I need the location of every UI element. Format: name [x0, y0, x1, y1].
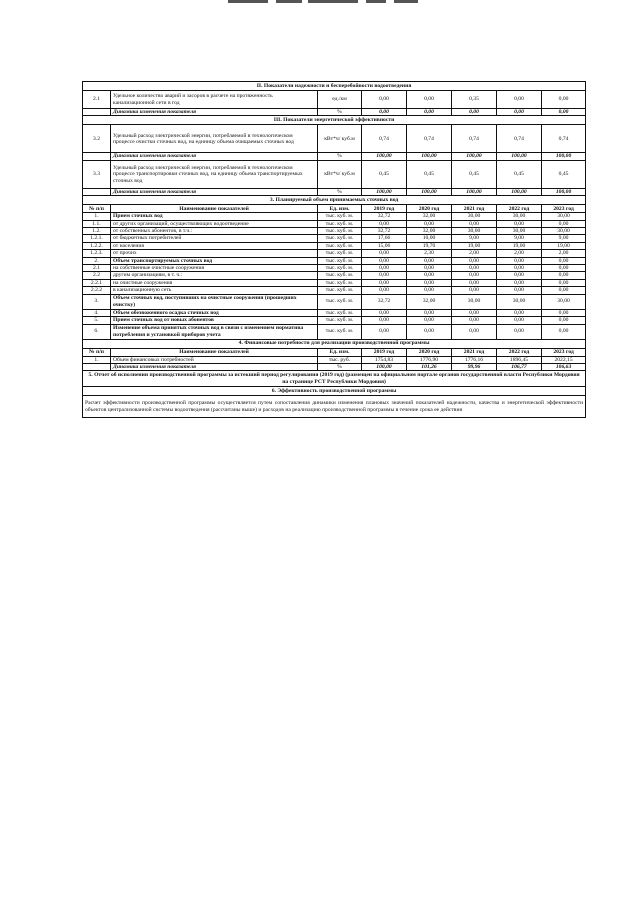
row-value: 0,00	[362, 279, 407, 286]
table-row	[83, 250, 586, 257]
row-value: 100,00	[407, 153, 452, 160]
table-row	[83, 242, 586, 249]
table-row	[83, 356, 586, 363]
row-value: 0,00	[497, 109, 542, 116]
row-number	[83, 188, 111, 195]
row-name: Удельный расход электрической энергии, потребляемой в технологическом процессе очистки сточных вод, на единицу объема очищаемых сточных вод	[111, 125, 318, 153]
header-row	[83, 348, 586, 356]
row-name: в канализационную сеть	[111, 287, 318, 294]
row-number: 6.	[83, 324, 111, 339]
row-value: 0,45	[542, 160, 586, 188]
row-name: Объем транспортируемых сточных вод	[111, 257, 318, 264]
row-name: другим организациям, в т. ч.:	[111, 272, 318, 279]
row-value: 0,00	[452, 324, 497, 339]
row-name: Прием сточных вод	[111, 213, 318, 220]
section-reliability-title: II. Показатели надежности и бесперебойности водоотведения	[83, 82, 586, 91]
column-header: № п/п	[83, 205, 111, 213]
table-row	[83, 153, 586, 160]
column-header: 2022 год	[497, 205, 542, 213]
row-number: 1.2.3.	[83, 250, 111, 257]
row-value: 100,00	[362, 153, 407, 160]
row-name: Прием сточных вод от новых абонентов	[111, 317, 318, 324]
row-value: 0,00	[542, 265, 586, 272]
table-row	[83, 160, 586, 188]
row-value: 106,77	[497, 363, 542, 370]
row-value: 0,00	[497, 257, 542, 264]
table-row	[83, 309, 586, 316]
row-value: 0,00	[497, 265, 542, 272]
table-row	[83, 287, 586, 294]
row-value: 0,00	[542, 91, 586, 109]
row-value: 0,00	[542, 220, 586, 227]
row-number: 3.3	[83, 160, 111, 188]
column-header: 2019 год	[362, 348, 407, 356]
column-header: № п/п	[83, 348, 111, 356]
row-value: 15,06	[362, 242, 407, 249]
row-unit: тыс. куб. м.	[318, 265, 362, 272]
row-number: 4.	[83, 309, 111, 316]
table-row	[83, 213, 586, 220]
row-name: Удельный расход электрической энергии, потребляемой в технологическом процессе транспортировки сточных вод, на единицу объема транспортируемых сточных вод	[111, 160, 318, 188]
row-unit: тыс. куб. м.	[318, 213, 362, 220]
column-header: 2020 год	[407, 205, 452, 213]
row-value: 30,00	[497, 228, 542, 235]
row-value: 0,00	[497, 309, 542, 316]
row-value: 32,72	[362, 228, 407, 235]
table-row	[83, 265, 586, 272]
row-name: Динамика изменения показателя	[111, 109, 318, 116]
section-energy	[83, 116, 586, 125]
row-name: от бюджетных потребителей	[111, 235, 318, 242]
row-unit: тыс. куб. м.	[318, 287, 362, 294]
table-row	[83, 317, 586, 324]
row-value: 30,00	[542, 213, 586, 220]
row-value: 0,00	[407, 265, 452, 272]
row-value: 2,00	[452, 250, 497, 257]
row-unit: тыс. куб. м.	[318, 242, 362, 249]
row-value: 32,72	[362, 294, 407, 309]
table-row	[83, 228, 586, 235]
row-value: 106,63	[542, 363, 586, 370]
row-value: 30,00	[452, 228, 497, 235]
row-value: 0,74	[362, 125, 407, 153]
row-unit: %	[318, 153, 362, 160]
row-value: 0,00	[452, 109, 497, 116]
report-row	[83, 371, 586, 387]
row-value: 0,00	[407, 272, 452, 279]
section-efficiency	[83, 387, 586, 396]
row-number: 1.2.	[83, 228, 111, 235]
row-value: 2022,15	[542, 356, 586, 363]
row-value: 0,00	[407, 287, 452, 294]
section-energy-title: III. Показатели энергетической эффективности	[83, 116, 586, 125]
scan-artifact	[228, 0, 418, 4]
row-value: 0,00	[497, 272, 542, 279]
section-plan-title: 3. Планируемый объем принимаемых сточных вод	[83, 196, 586, 205]
row-value: 0,00	[542, 309, 586, 316]
table-row	[83, 272, 586, 279]
row-value: 0,45	[407, 160, 452, 188]
row-value: 0,00	[542, 287, 586, 294]
row-value: 19,00	[542, 242, 586, 249]
row-value: 0,00	[407, 220, 452, 227]
row-value: 0,00	[362, 257, 407, 264]
row-name: Изменение объема принятых сточных вод в связи с изменением норматива потребления и установкой приборов учета	[111, 324, 318, 339]
row-unit: кВт*ч/ куб.м	[318, 160, 362, 188]
row-unit: %	[318, 109, 362, 116]
row-value: 19,00	[497, 242, 542, 249]
table-row	[83, 279, 586, 286]
row-value: 32,00	[407, 294, 452, 309]
row-unit: тыс. куб. м.	[318, 235, 362, 242]
row-value: 32,00	[407, 213, 452, 220]
column-header: Ед. изм.	[318, 348, 362, 356]
header-row	[83, 205, 586, 213]
row-value: 100,00	[407, 188, 452, 195]
row-value: 2,30	[407, 250, 452, 257]
row-value: 101,26	[407, 363, 452, 370]
row-value: 0,00	[407, 109, 452, 116]
row-value: 10,00	[407, 235, 452, 242]
row-number	[83, 363, 111, 370]
row-value: 0,00	[542, 272, 586, 279]
row-unit: тыс. куб. м.	[318, 220, 362, 227]
row-value: 100,00	[542, 188, 586, 195]
table-row	[83, 109, 586, 116]
row-number: 1.2.1.	[83, 235, 111, 242]
row-value: 0,00	[362, 220, 407, 227]
row-unit: тыс. куб. м.	[318, 228, 362, 235]
row-value: 0,00	[452, 279, 497, 286]
table-row	[83, 188, 586, 195]
row-value: 100,00	[452, 188, 497, 195]
row-value: 0,00	[452, 257, 497, 264]
row-value: 0,00	[407, 317, 452, 324]
row-value: 0,00	[452, 317, 497, 324]
section-reliability	[83, 82, 586, 91]
row-value: 32,00	[407, 228, 452, 235]
row-number	[83, 153, 111, 160]
row-value: 19,00	[452, 242, 497, 249]
row-value: 0,00	[497, 279, 542, 286]
row-value: 0,00	[362, 324, 407, 339]
section-finance	[83, 339, 586, 348]
row-value: 0,00	[497, 324, 542, 339]
column-header: Наименование показателей	[111, 348, 318, 356]
row-value: 0,00	[497, 287, 542, 294]
row-value: 100,00	[497, 188, 542, 195]
row-unit: тыс. куб. м.	[318, 250, 362, 257]
column-header: Наименование показателей	[111, 205, 318, 213]
row-value: 0,00	[452, 265, 497, 272]
row-name: Динамика изменения показателя	[111, 188, 318, 195]
section-efficiency-title: 6. Эффективность производственной программы	[83, 387, 586, 396]
row-value: 0,00	[407, 91, 452, 109]
column-header: 2023 год	[542, 205, 586, 213]
row-name: от собственных абонентов, в т.ч.:	[111, 228, 318, 235]
row-value: 0,00	[407, 279, 452, 286]
row-value: 0,74	[542, 125, 586, 153]
row-unit: тыс. куб. м.	[318, 279, 362, 286]
row-name: от прочих	[111, 250, 318, 257]
row-value: 0,74	[497, 125, 542, 153]
row-name: от населения	[111, 242, 318, 249]
row-value: 0,00	[542, 257, 586, 264]
row-value: 0,45	[497, 160, 542, 188]
row-number: 3.	[83, 294, 111, 309]
row-number: 2.	[83, 257, 111, 264]
row-value: 0,00	[362, 109, 407, 116]
row-unit: %	[318, 363, 362, 370]
row-value: 0,00	[362, 287, 407, 294]
table-row	[83, 235, 586, 242]
row-number: 2.2	[83, 272, 111, 279]
row-number: 5.	[83, 317, 111, 324]
row-value: 0,00	[542, 109, 586, 116]
row-number: 1.2.2.	[83, 242, 111, 249]
row-value: 0,00	[362, 317, 407, 324]
row-value: 0,00	[407, 309, 452, 316]
row-value: 0,45	[452, 160, 497, 188]
row-value: 0,00	[407, 324, 452, 339]
table-row	[83, 363, 586, 370]
row-value: 0,74	[452, 125, 497, 153]
column-header: 2020 год	[407, 348, 452, 356]
row-unit: тыс. куб. м.	[318, 324, 362, 339]
row-number: 1.	[83, 213, 111, 220]
row-value: 0,00	[452, 287, 497, 294]
row-unit: тыс. куб. м.	[318, 294, 362, 309]
table-row	[83, 324, 586, 339]
table-row	[83, 91, 586, 109]
row-value: 100,00	[542, 153, 586, 160]
row-value: 32,72	[362, 213, 407, 220]
row-unit: тыс. куб. м.	[318, 309, 362, 316]
row-number: 3.2	[83, 125, 111, 153]
row-number: 1.	[83, 356, 111, 363]
row-name: Объем обезвоженного осадка сточных вод	[111, 309, 318, 316]
row-value: 0,00	[497, 317, 542, 324]
row-value: 0,00	[452, 220, 497, 227]
row-value: 99,96	[452, 363, 497, 370]
table-row	[83, 294, 586, 309]
row-value: 1896,45	[497, 356, 542, 363]
row-value: 1754,83	[362, 356, 407, 363]
row-value: 0,35	[452, 91, 497, 109]
row-unit: тыс. куб. м.	[318, 257, 362, 264]
row-value: 9,00	[542, 235, 586, 242]
row-value: 0,00	[542, 317, 586, 324]
row-name: на собственные очистные сооружения	[111, 265, 318, 272]
row-value: 0,00	[497, 220, 542, 227]
row-name: от других организаций, осуществляющих водоотведение	[111, 220, 318, 227]
row-number: 2.2.2	[83, 287, 111, 294]
row-number: 2.2.1	[83, 279, 111, 286]
row-value: 30,00	[452, 294, 497, 309]
row-unit: тыс. куб. м.	[318, 317, 362, 324]
row-name: Динамика изменения показателя	[111, 363, 318, 370]
row-value: 100,00	[452, 153, 497, 160]
row-value: 0,00	[362, 250, 407, 257]
row-value: 17,66	[362, 235, 407, 242]
row-number: 2.1	[83, 265, 111, 272]
row-value: 100,00	[362, 188, 407, 195]
row-unit: кВт*ч/ куб.м	[318, 125, 362, 153]
row-value: 2,00	[497, 250, 542, 257]
row-value: 0,00	[497, 91, 542, 109]
row-value: 0,00	[362, 91, 407, 109]
column-header: 2023 год	[542, 348, 586, 356]
row-value: 0,00	[452, 309, 497, 316]
column-header: Ед. изм.	[318, 205, 362, 213]
row-value: 30,00	[452, 213, 497, 220]
row-value: 100,00	[497, 153, 542, 160]
efficiency-text: Расчет эффективности производственной программы осуществляется путем сопоставления динамики изменения плановых значений показателей надежности, качества и энергетической эффективности объектов централизованной системы водоотведения (рассчитаны выше) и расходов на реализацию производственной программы в течение срока ее действия	[83, 396, 586, 418]
row-number: 2.1	[83, 91, 111, 109]
report-text: 5. Отчет об исполнении производственной программы за истекший период регулирования (2019 год) (размещен на официальном портале органов государственной власти Республики Мордовия на странице РСТ Республики Мордовия)	[83, 371, 586, 387]
row-value: 19,70	[407, 242, 452, 249]
row-value: 0,00	[452, 272, 497, 279]
row-value: 0,00	[362, 265, 407, 272]
table-row	[83, 125, 586, 153]
row-value: 2,00	[542, 250, 586, 257]
column-header: 2022 год	[497, 348, 542, 356]
row-unit: %	[318, 188, 362, 195]
section-finance-title: 4. Финансовые потребности для реализации производственной программы	[83, 339, 586, 348]
column-header: 2021 год	[452, 348, 497, 356]
row-value: 100,00	[362, 363, 407, 370]
row-value: 0,00	[407, 257, 452, 264]
row-unit: тыс. куб. м.	[318, 272, 362, 279]
row-name: Динамика изменения показателя	[111, 153, 318, 160]
row-value: 30,00	[542, 228, 586, 235]
column-header: 2021 год	[452, 205, 497, 213]
table-row	[83, 220, 586, 227]
row-name: Объем финансовых потребностей	[111, 356, 318, 363]
row-value: 9,00	[452, 235, 497, 242]
row-value: 1776,90	[407, 356, 452, 363]
efficiency-row	[83, 396, 586, 418]
row-unit: тыс. руб.	[318, 356, 362, 363]
row-number	[83, 109, 111, 116]
row-value: 0,45	[362, 160, 407, 188]
row-value: 0,74	[407, 125, 452, 153]
table-row	[83, 257, 586, 264]
row-name: Удельное количество аварий и засоров в расчете на протяженность канализационной сети в год	[111, 91, 318, 109]
row-unit: ед./км	[318, 91, 362, 109]
row-value: 0,00	[362, 309, 407, 316]
section-plan	[83, 196, 586, 205]
program-table	[82, 81, 586, 418]
column-header: 2019 год	[362, 205, 407, 213]
row-value: 9,00	[497, 235, 542, 242]
row-value: 1776,16	[452, 356, 497, 363]
row-value: 30,00	[497, 294, 542, 309]
row-value: 0,00	[542, 279, 586, 286]
row-value: 0,00	[542, 324, 586, 339]
row-name: на очистные сооружения	[111, 279, 318, 286]
row-value: 30,00	[497, 213, 542, 220]
row-number: 1.1.	[83, 220, 111, 227]
row-value: 0,00	[362, 272, 407, 279]
row-name: Объем сточных вод, поступивших на очистные сооружения (прошедших очистку)	[111, 294, 318, 309]
row-value: 30,00	[542, 294, 586, 309]
